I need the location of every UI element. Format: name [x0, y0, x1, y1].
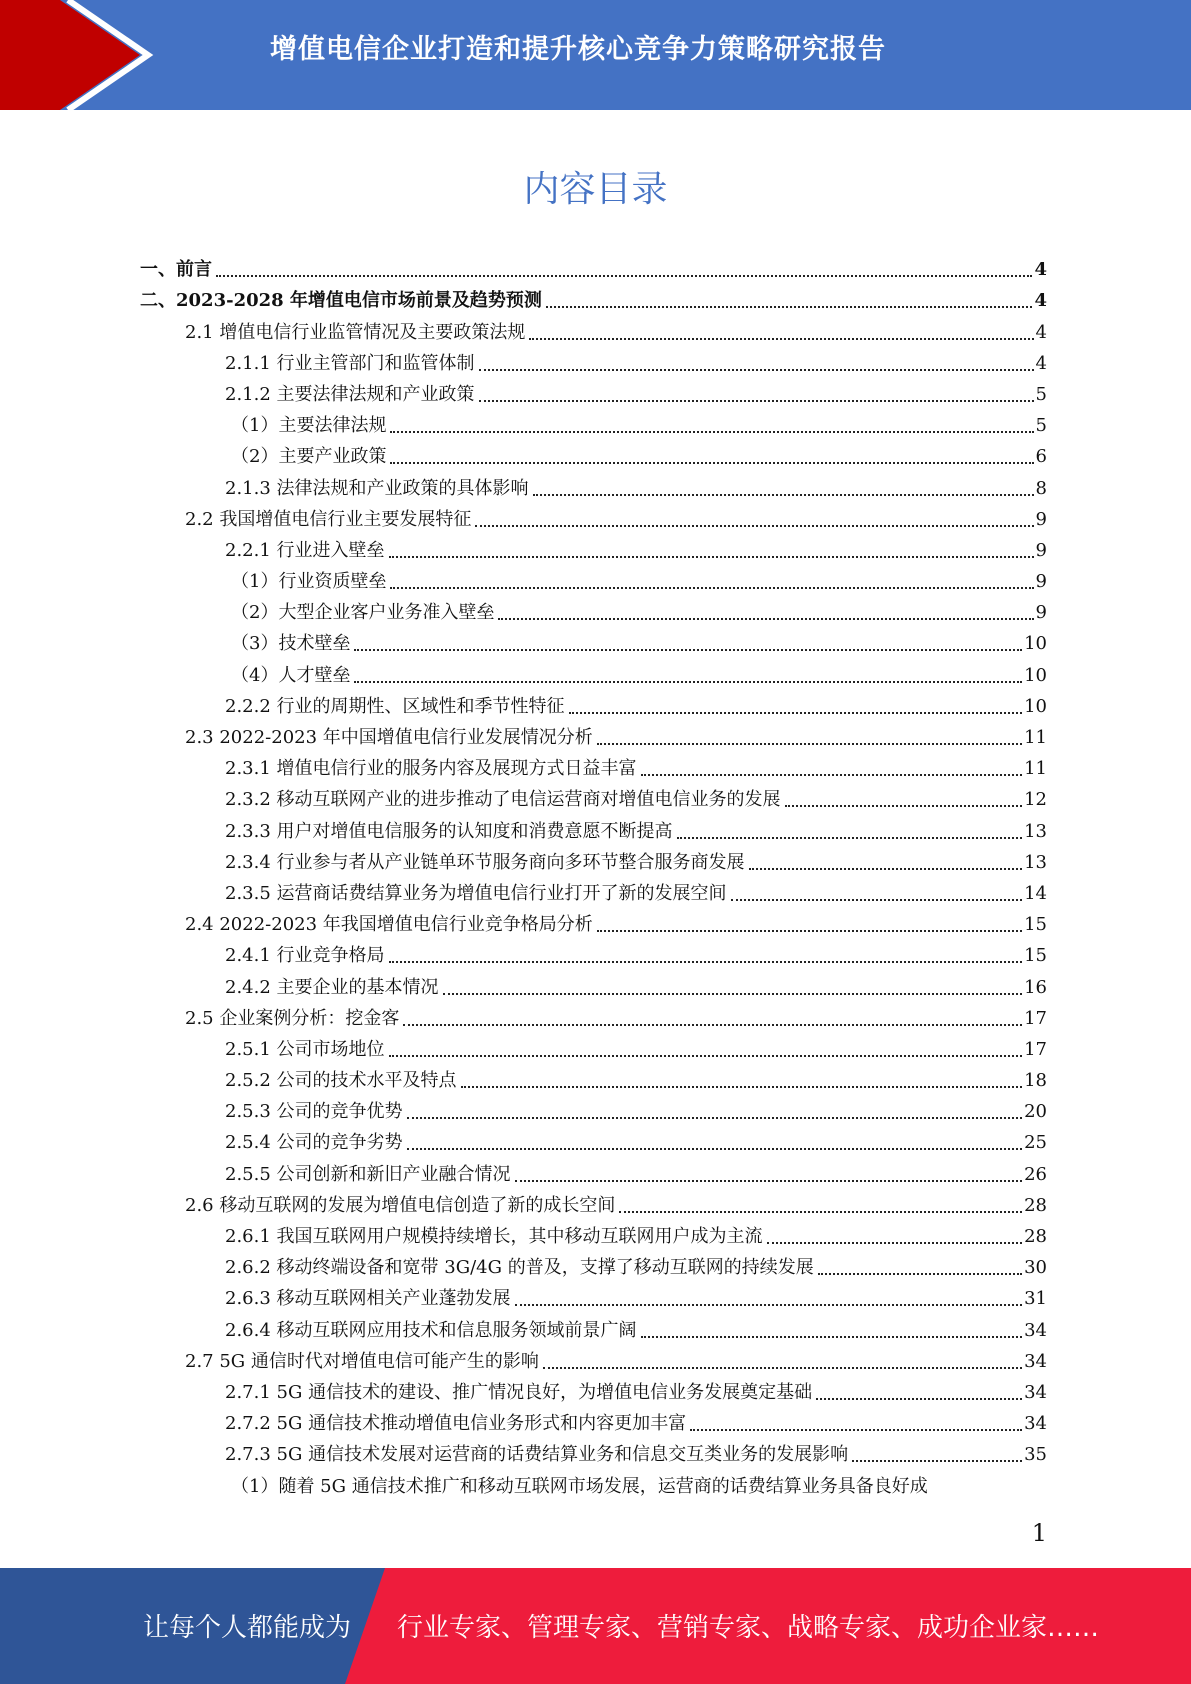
toc-entry-label: （2）主要产业政策	[231, 446, 387, 468]
table-of-contents	[0, 254, 1191, 1502]
toc-entry-page: 18	[1024, 1070, 1047, 1092]
toc-entry-label: 2.4.2 主要企业的基本情况	[225, 976, 439, 998]
toc-entry[interactable]	[0, 878, 1047, 909]
toc-entry-page: 8	[1035, 477, 1047, 499]
toc-entry-page: 28	[1024, 1226, 1047, 1247]
toc-entry[interactable]	[0, 1221, 1047, 1252]
toc-dot-leader	[389, 1055, 1023, 1057]
toc-dot-leader	[731, 899, 1023, 901]
toc-dot-leader	[597, 930, 1022, 932]
toc-dot-leader	[407, 1148, 1023, 1150]
toc-dot-leader	[852, 1460, 1022, 1462]
toc-entry-page: 14	[1024, 882, 1047, 904]
toc-entry-page: 11	[1024, 758, 1047, 780]
toc-entry-page: 16	[1024, 976, 1047, 998]
page-footer	[0, 1568, 1191, 1684]
toc-entry[interactable]	[0, 1065, 1047, 1096]
toc-dot-leader	[515, 1180, 1023, 1182]
toc-entry-page: 4	[1034, 259, 1047, 281]
toc-entry-page: 4	[1035, 321, 1047, 343]
toc-entry[interactable]	[0, 597, 1047, 628]
toc-entry-label: 一、前言	[140, 259, 212, 281]
toc-entry[interactable]	[0, 472, 1047, 503]
toc-entry-label: 2.5.1 公司市场地位	[225, 1038, 385, 1060]
toc-entry[interactable]	[0, 1408, 1047, 1439]
toc-dot-leader	[569, 712, 1023, 714]
page-header	[0, 0, 1191, 110]
toc-entry[interactable]	[0, 254, 1047, 285]
toc-entry-page: 9	[1035, 571, 1047, 593]
toc-entry-page: 34	[1024, 1350, 1047, 1372]
toc-entry[interactable]	[0, 1377, 1047, 1408]
toc-entry-page: 15	[1024, 945, 1047, 967]
toc-dot-leader	[677, 837, 1023, 839]
toc-entry-label: 2.6.3 移动互联网相关产业蓬勃发展	[225, 1288, 511, 1310]
toc-entry-label: 2.2.2 行业的周期性、区域性和季节性特征	[225, 695, 565, 717]
toc-dot-leader	[498, 618, 1033, 620]
toc-entry-label: 2.6.1 我国互联网用户规模持续增长，其中移动互联网用户成为主流	[225, 1226, 763, 1247]
toc-entry-page: 13	[1024, 820, 1047, 842]
toc-entry[interactable]	[0, 628, 1047, 659]
toc-entry-label: 2.3 2022-2023 年中国增值电信行业发展情况分析	[185, 727, 593, 748]
toc-entry-label: 2.1.1 行业主管部门和监管体制	[225, 352, 475, 374]
toc-entry[interactable]	[0, 1283, 1047, 1314]
toc-entry[interactable]	[0, 1127, 1047, 1158]
toc-dot-leader	[690, 1429, 1022, 1431]
toc-entry-label: 2.1 增值电信行业监管情况及主要政策法规	[185, 321, 526, 343]
toc-entry-label: （1）主要法律法规	[231, 415, 387, 437]
toc-entry[interactable]	[0, 1158, 1047, 1189]
toc-dot-leader	[597, 743, 1022, 745]
toc-entry[interactable]	[0, 1252, 1047, 1283]
toc-entry[interactable]	[0, 504, 1047, 535]
toc-entry-page: 13	[1024, 851, 1047, 873]
toc-entry[interactable]	[0, 441, 1047, 472]
toc-entry-label: （1）随着 5G 通信技术推广和移动互联网市场发展，运营商的话费结算业务具备良好成	[231, 1475, 928, 1497]
toc-entry-page: 11	[1024, 727, 1047, 748]
toc-entry-page: 34	[1024, 1319, 1047, 1341]
toc-entry[interactable]	[0, 722, 1047, 753]
toc-entry[interactable]	[0, 1470, 1047, 1501]
toc-entry-page: 30	[1024, 1257, 1047, 1279]
toc-dot-leader	[515, 1304, 1023, 1306]
toc-entry-page: 4	[1034, 290, 1047, 312]
toc-entry[interactable]	[0, 784, 1047, 815]
toc-dot-leader	[390, 462, 1033, 464]
toc-entry-label: 2.3.2 移动互联网产业的进步推动了电信运营商对增值电信业务的发展	[225, 789, 781, 811]
toc-entry-page: 10	[1024, 633, 1047, 655]
toc-dot-leader	[818, 1273, 1022, 1275]
toc-entry-label: 2.6.4 移动互联网应用技术和信息服务领域前景广阔	[225, 1319, 637, 1341]
toc-dot-leader	[543, 1367, 1022, 1369]
toc-entry-page: 9	[1035, 602, 1047, 624]
toc-entry-page: 28	[1024, 1194, 1047, 1216]
toc-entry[interactable]	[0, 691, 1047, 722]
toc-entry-page: 15	[1024, 914, 1047, 936]
toc-entry[interactable]	[0, 1314, 1047, 1345]
toc-dot-leader	[354, 681, 1022, 683]
toc-entry-label: 2.5.3 公司的竞争优势	[225, 1101, 403, 1123]
toc-entry-label: （1）行业资质壁垒	[231, 571, 387, 593]
toc-entry[interactable]	[0, 815, 1047, 846]
toc-entry[interactable]	[0, 659, 1047, 690]
toc-entry-page: 5	[1035, 383, 1047, 405]
toc-entry[interactable]	[0, 316, 1047, 347]
toc-dot-leader	[475, 525, 1033, 527]
toc-entry-page: 5	[1035, 415, 1047, 437]
toc-entry[interactable]	[0, 1096, 1047, 1127]
toc-entry-label: 2.1.3 法律法规和产业政策的具体影响	[225, 477, 529, 499]
toc-dot-leader	[479, 369, 1034, 371]
toc-entry[interactable]	[0, 566, 1047, 597]
toc-entry[interactable]	[0, 285, 1047, 316]
toc-entry-label: 2.6.2 移动终端设备和宽带 3G/4G 的普及，支撑了移动互联网的持续发展	[225, 1257, 814, 1279]
toc-dot-leader	[816, 1398, 1022, 1400]
toc-entry-label: 2.7.2 5G 通信技术推动增值电信业务形式和内容更加丰富	[225, 1413, 687, 1435]
toc-entry[interactable]	[0, 753, 1047, 784]
toc-entry-label: 2.5.4 公司的竞争劣势	[225, 1132, 403, 1154]
toc-entry-label: 2.4 2022-2023 年我国增值电信行业竞争格局分析	[185, 914, 593, 936]
toc-entry-page: 25	[1024, 1132, 1047, 1154]
toc-entry[interactable]	[0, 348, 1047, 379]
toc-entry-label: 2.1.2 主要法律法规和产业政策	[225, 383, 475, 405]
toc-dot-leader	[749, 868, 1023, 870]
toc-dot-leader	[389, 961, 1023, 963]
toc-entry-page: 12	[1024, 789, 1047, 811]
toc-dot-leader	[785, 805, 1023, 807]
toc-entry[interactable]	[0, 971, 1047, 1002]
toc-entry[interactable]	[0, 1190, 1047, 1221]
toc-dot-leader	[546, 306, 1033, 308]
toc-entry-page: 4	[1035, 352, 1047, 374]
toc-dot-leader	[641, 1336, 1023, 1338]
toc-dot-leader	[389, 556, 1034, 558]
header-title: 增值电信企业打造和提升核心竞争力策略研究报告	[270, 34, 886, 65]
toc-dot-leader	[619, 1211, 1022, 1213]
footer-slogan-left: 让每个人都能成为	[143, 1613, 352, 1643]
toc-dot-leader	[641, 774, 1023, 776]
toc-entry-page: 34	[1024, 1381, 1047, 1403]
toc-entry-page: 10	[1024, 695, 1047, 717]
toc-entry-label: 2.2 我国增值电信行业主要发展特征	[185, 508, 472, 530]
toc-entry-label: （4）人才壁垒	[231, 664, 351, 686]
toc-dot-leader	[403, 1024, 1022, 1026]
toc-entry-label: （2）大型企业客户业务准入壁垒	[231, 602, 495, 624]
toc-entry[interactable]	[0, 410, 1047, 441]
toc-dot-leader	[767, 1242, 1023, 1244]
toc-entry-label: 2.6 移动互联网的发展为增值电信创造了新的成长空间	[185, 1194, 616, 1216]
toc-dot-leader	[390, 431, 1033, 433]
toc-entry-label: 二、2023-2028 年增值电信市场前景及趋势预测	[140, 290, 542, 312]
toc-dot-leader	[443, 993, 1023, 995]
toc-entry-page: 34	[1024, 1413, 1047, 1435]
toc-dot-leader	[407, 1117, 1023, 1119]
toc-entry-page: 35	[1024, 1444, 1047, 1466]
toc-entry-page: 26	[1024, 1163, 1047, 1185]
toc-entry-label: 2.3.5 运营商话费结算业务为增值电信行业打开了新的发展空间	[225, 882, 727, 904]
toc-entry[interactable]	[0, 940, 1047, 971]
toc-entry-page: 31	[1024, 1288, 1047, 1310]
toc-entry[interactable]	[0, 1034, 1047, 1065]
toc-entry-label: 2.3.3 用户对增值电信服务的认知度和消费意愿不断提高	[225, 820, 673, 842]
toc-entry-page: 9	[1035, 508, 1047, 530]
toc-entry-page: 9	[1035, 539, 1047, 561]
toc-dot-leader	[461, 1086, 1023, 1088]
page-number: 1	[1031, 1519, 1047, 1547]
toc-entry-page: 10	[1024, 664, 1047, 686]
toc-entry-label: 2.5 企业案例分析：挖金客	[185, 1007, 400, 1029]
toc-entry-label: 2.3.1 增值电信行业的服务内容及展现方式日益丰富	[225, 758, 637, 780]
toc-entry-label: 2.3.4 行业参与者从产业链单环节服务商向多环节整合服务商发展	[225, 851, 745, 873]
toc-dot-leader	[533, 494, 1034, 496]
toc-entry-label: 2.5.2 公司的技术水平及特点	[225, 1070, 457, 1092]
footer-slogan-right: 行业专家、管理专家、营销专家、战略专家、成功企业家……	[397, 1613, 1100, 1643]
toc-entry-page: 20	[1024, 1101, 1047, 1123]
toc-entry-label: 2.7.3 5G 通信技术发展对运营商的话费结算业务和信息交互类业务的发展影响	[225, 1444, 849, 1466]
toc-entry[interactable]	[0, 1346, 1047, 1377]
toc-dot-leader	[354, 649, 1022, 651]
toc-entry[interactable]	[0, 379, 1047, 410]
toc-dot-leader	[529, 338, 1033, 340]
toc-entry-page: 17	[1024, 1007, 1047, 1029]
toc-entry[interactable]	[0, 847, 1047, 878]
toc-entry-label: 2.4.1 行业竞争格局	[225, 945, 385, 967]
toc-dot-leader	[479, 400, 1034, 402]
toc-entry-label: 2.5.5 公司创新和新旧产业融合情况	[225, 1163, 511, 1185]
toc-entry[interactable]	[0, 1439, 1047, 1470]
toc-entry-label: 2.7.1 5G 通信技术的建设、推广情况良好，为增值电信业务发展奠定基础	[225, 1381, 813, 1403]
toc-entry-page: 17	[1024, 1038, 1047, 1060]
toc-entry-label: 2.7 5G 通信时代对增值电信可能产生的影响	[185, 1350, 539, 1372]
toc-entry-label: （3）技术壁垒	[231, 633, 351, 655]
toc-dot-leader	[216, 275, 1032, 277]
toc-entry[interactable]	[0, 535, 1047, 566]
toc-heading: 内容目录	[523, 169, 668, 210]
toc-dot-leader	[390, 587, 1033, 589]
toc-entry-label: 2.2.1 行业进入壁垒	[225, 539, 385, 561]
toc-entry-page: 6	[1035, 446, 1047, 468]
toc-entry[interactable]	[0, 909, 1047, 940]
toc-entry[interactable]	[0, 1003, 1047, 1034]
